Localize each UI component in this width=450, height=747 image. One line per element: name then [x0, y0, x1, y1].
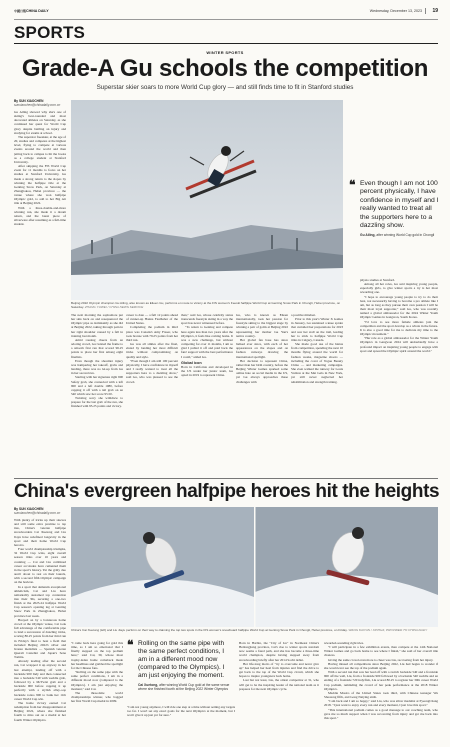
section-title: SPORTS [14, 23, 86, 42]
story-divider [14, 478, 438, 479]
story1-kicker: WINTER SPORTS [206, 50, 244, 55]
paragraph: With plenty of tricks up their sleeves and still some extra promise to tap into, China's veteran halfpipe snowboarders Cai Xuetong and Liu Jiayu have redefined longevity in the sport and their home World Cup heroics. [14, 518, 66, 547]
paragraph: Her life-long motto of "try to overcome and never give up" has helped her heal from injuries and find the drive to get back to the top of the World Cup circuit, which she hopes to inspire youngsters back home. [239, 661, 319, 679]
paragraph: "Rolling on the same pipe with the same perfect conditions, I am in a different mood now (compared to the Olympics). I am just enjoying the moment," said Cai. [71, 670, 123, 691]
story2-byline-email: sunxiaochen@chinadaily.com.cn [14, 511, 61, 515]
logo-text: CHINA DAILY [26, 9, 49, 13]
story2-photo [71, 507, 438, 627]
story1-pull-quote [349, 180, 439, 238]
paragraph: The home victory earned Cai redemption from her disappointment at Beijing 2022, where she finished fourth to miss out on a medal at her fourth Winter Olympics. [14, 700, 66, 722]
paragraph: "Her role as a global ambassador for the Winter Youth Olympics in Gangwon 2024 will undoubtedly have a profound impact on inspiring young people to engage with sport and spread the Olympic spirit around the world." [360, 336, 438, 353]
paragraph: Maddie Mastro of the United States took third, with Chinese teenager Wu Shaotong fifth, and Gong Naiying sixth. [324, 690, 438, 700]
header-date: Wednesday, December 13, 2023 [369, 9, 422, 13]
snowboarders-photo-illustration [71, 507, 438, 627]
skier-photo-illustration [71, 100, 343, 300]
story2-column-2 [71, 641, 123, 739]
quote-mark-icon: ❝ [349, 178, 356, 192]
paragraph: Gu, who is known as Eileen internationally, took her passion for freestyle skiing to the biggest stage by winning a pair of golds at Beijing 2022 representing her mother Gu Yan's native country. [236, 313, 288, 338]
paragraph: Even though the shoulder injury was hampering her takeoff, grabs and landing, there was no let-up from Gu in her second run. [71, 358, 123, 376]
story2-headline: China's evergreen halfpipe heroes hit the heights [14, 481, 440, 502]
story1-quote-attribution-role: after winning World Cup gold in Chongli [376, 233, 435, 238]
logo-cn: 中國日報 [14, 9, 27, 13]
story2-quote-attribution-role: after winning World Cup gold at the same venue where she finished fourth at the Beijing 2022 Winter Olympics [138, 683, 230, 692]
paragraph: Twisting sorry she withdrew to prepare for the last grab of the run, she finished with 95.25 points and victory. [71, 396, 123, 409]
paragraph: than," said Gu, whose celebrity status transcends freestyle skiing in a way the sport has never witnessed before. [181, 313, 233, 326]
story1-byline-email: sunxiaochen@chinadaily.com.cn [14, 103, 61, 107]
paragraph: Last but not least, Liu, the oldest competitor at 31, who will get to be the inspiring leader of the national team as it prepares for the next Olympic cycle. [239, 678, 319, 691]
paragraph: a positive mindset. [291, 313, 316, 317]
story1-column-4 [181, 313, 233, 473]
paragraph: Completing the podium in third place was Canada's Amy Fraser, who took bronze with 79.25 points from her third run. [126, 325, 178, 342]
paragraph: The superstar freeskier, at the age of 20, studies and competes at the highest level, flying to compete at various events around the world and then jetting back to campus to hit the books as a college student at Stanford University. [14, 134, 66, 164]
paragraph: Born in California and developed in the US under her junior team, Gu opted in 2019 to represent China. [181, 364, 233, 378]
section-rule [14, 43, 438, 44]
paragraph: Gu was all smiles after the final, elated by landing her most difficult tricks without compromising on quality and style. [126, 342, 178, 359]
story2-caption-text: China's Cai Xuetong (left) and Liu Jiayu perform on their way to claiming the top two spots in the FIS women's snowboard halfpipe World Cup at Genting Snow Park in Chongli, Hebei province, on Friday. [71, 628, 348, 632]
paragraph: Giving the same crowd even more to cheer was Liu, recovering from her injury. [328, 657, 434, 662]
story1-subhead: Superstar skier soars to more World Cup glory — and still finds time to fit in Stanford studies [96, 84, 354, 91]
paragraph: Gu Ailing showed why she's one of skiing's best-rounded and most decorated athletes on Saturday, as she continued her quest for World Cup glory despite battling an injury and studying for exams at school. [14, 110, 66, 135]
story1-quote-text: Even though I am not 100 percent physically, I have confidence in myself and I really wanted to treat all the supporters here to a dazzling show. [360, 180, 439, 230]
header-divider [425, 8, 426, 14]
story1-headline: Grade-A Gu schools the competition [21, 55, 429, 82]
paragraph: With a three-double-and-more winning run, she made it a dream return, and the latest piece of silverware after resuming as a full-time student. [14, 205, 66, 227]
paragraph: Amid rousing cheers from an adoring crowd, Gu twisted the frame to a smooth first run that scored 96.25 points to place her first among eight finalists. [71, 337, 123, 359]
paragraph: "I'd love to see more female athletes join the competition and the sport develop as a whole in the future. It is also a good time for me to dedicate my time to the Olympic movement." [360, 319, 438, 337]
story1-photo-caption [71, 302, 343, 310]
story1-quote-attribution-name: Gu Ailing, [360, 233, 376, 238]
paragraph: "I will participate in a few exhibition events, then compete at the 14th National Winter Games and go back home to see where I finish," she said of her overall title chances. [324, 645, 438, 658]
story2-quote-attribution-name: Cai Xuetong, [138, 683, 159, 687]
story1-caption-credit: ZHANG YUWEI / CHINA NEWS SERVICE [84, 304, 144, 309]
paragraph: Four world championship triumphs, 32 World Cup wins, eight overall season titles over 16 years and counting — Cai and Liu combined career accolades have cemented them in the sport's history. Yet the gritty duo aren't about to rest on their laurels, with a second fifth Olympic campaign on the horizon. [14, 547, 66, 585]
paragraph: "I am back and I am so happy," said Liu, who was silver medalist at PyeongChang 2018. "I just want to enjoy every run and every moment, I just love this sport." [324, 699, 438, 708]
paragraph: In a sport that demands exceptional athleticism, Cai and Liu have remarkably sustained top contention into their 30s, securing a one-two finish at the 2023-24 halfpipe World Cup season's opening leg at Genting Snow Park in Zhangjiakou, Hebei province last week. [14, 584, 66, 618]
paragraph: career to date — a full 12 points ahead of runner-up Hanna Faulhaber of the United States. [126, 313, 178, 326]
paragraph: Having missed all competitions since Beijing 2022, Liu had begun to wonder if she would ever see the top of the podium again. [324, 661, 438, 670]
story1-photo [71, 100, 343, 300]
story1-caption-text: Beijing 2022 Olympic champion Gu Ailing, also known as Eileen Gu, performs en route to victory at the FIS women's freeski halfpipe World Cup at Genting Snow Park in Chongli, Hebei province, on Saturday. [71, 301, 341, 309]
paragraph: Her global fan base has since bulked ever since, with each of her appearances on the slopes and on fashion runways drawing the international spotlight. [236, 337, 288, 359]
paragraph: "This international podium comes as a good message to our coaching team, who gave me so much support when I was recovering from injury and got me back into this sport." [324, 707, 438, 720]
paragraph: "I hope to encourage young people to try to do their best, not necessarily having to become a pro athlete like I am, but as long as they pursue their own passion I will be their most loyal supporter," said Gu, who was recently named a global ambassador for the 2024 Winter Youth Olympic Games in Gangwon, South Korea. [360, 294, 438, 320]
subheading-global-icon: Global icon [181, 360, 202, 365]
story2-column-5 [324, 641, 438, 739]
newspaper-logo [14, 9, 54, 17]
story2-caption-credit: WANG KAIYAN / XINHUA; PROVIDED TO CHINA DAILY [348, 628, 428, 632]
paragraph: Born in Harbin, the "City of Ice" in Northeast China's Heilongjiang province, Cai's rise to winter sports stardom now seems a fated path, and she has become a three-time world champion, despite having stepped away from snowboarding briefly after her 2014 Sochi debut. [239, 641, 319, 662]
paragraph: "I am not young anymore, I will ride one step at a time without setting any targets too far. I won't set any exact goals for the next Olympics at the moment, but I won't give it up just yet for sure." [127, 705, 235, 718]
paragraph: Prior to this year's Winter X Games in January, Gu sustained a knee sprain that curtailed her preparations for 2023 and saw her stall on the trail, leading her to stick to halfpipe World Cup titles in Calgary, Canada. [291, 317, 343, 342]
paragraph: rewarded-sounding right tries. [324, 641, 364, 645]
story1-column-1 [14, 99, 66, 349]
paragraph: Buoyed on by a boisterous home crowd at the Olympic venue, Cai took full advantage of the comfortable pipe to land a succession of dazzling tricks, scoring 86.25 points from her third run in Friday's final to beat a field that included Beijing 2022's silver and bronze medalists — Spanish veteran Queralt Castellet and Japan's Sena Tomita. [14, 617, 66, 660]
story1-column-6 [291, 313, 343, 473]
page-number: 19 [432, 8, 438, 14]
story2-column-4 [239, 641, 319, 739]
story1-column-2 [71, 313, 123, 473]
paragraph: After skipping the FIS World Cup event for 11 months to focus on her studies at Stanford University, Gu made a strong return to the slopes by winning the halfpipe title at the Genting Snow Park, on Saturday at Zhangjiakou, Hebei province — the venue where she won halfpipe Olympic gold, to add to her Big Air title at Beijing 2022. [14, 164, 66, 206]
paragraph: The three-time world championships winner, who bagged her first World Cup medal in 2009. [71, 690, 123, 704]
story1-byline: By SUN XIAOCHEN [14, 99, 44, 103]
story2-column-1 [14, 507, 66, 739]
paragraph: She made good use of the hiatus from competition, spending the next 10 months flying around the world for fashion weeks, magazine shoots — including the cover of Vogue Beauty China — and marketing campaigns. She even walked the runway for Louis Vuitton at the Met Gala in New York, yet still never neglected her rehabilitation and strength training. [291, 342, 343, 384]
story1-column-5 [236, 313, 288, 473]
paragraph: Among all her roles, Gu said inspiring young people, especially girls, to give winter sports a try is her most rewarding one. [360, 282, 438, 295]
paragraph: physio studies at Stanford. [360, 278, 395, 282]
paragraph: Already leading after the second run, Cai wrapped it up anyway in her last attempt, landing off with a backside 900 Indy and then connected into a backside 540 with weddle grab, followed by a McTwist grab and a backside 900 before capping it up perfectly with a stylish alley-oop backside rodeo 900 to bank her 11th career World Cup win. [14, 659, 66, 701]
story2-photo-caption [71, 629, 438, 633]
paragraph: Her decision to represent China, rather than her birth country, before the Beijing Winter Games sparked some online hate on social media in the US, yet Gu always approaches these challenges with [236, 358, 288, 384]
story2-pull-quote [127, 640, 235, 691]
story1-column-7 [360, 278, 438, 472]
paragraph: "Even though I am still 100 percent physically, I have confidence in myself and I really wanted to treat all the supporters here to a dazzling show," said Gu, who was pleased to see the crowd. [126, 358, 178, 384]
page-header [14, 7, 438, 20]
paragraph: The next morning the sophomore put her skis back on and resequenced the Olympic pipe as dominantly as she did at Beijing 2022, taking through pain in her right shoulder caused by a fall in training last month. [71, 313, 123, 338]
quote-mark-icon: ❝ [127, 638, 134, 652]
story2-quote-text: Rolling on the same pipe with the same perfect conditions, I am in a different mood now (compared to the Olympics). I am just enjoying the moment. [138, 640, 225, 679]
paragraph: With a second run that saw her lead off with a switch backside 540 and a frontside 900 off the wall, Liu, from a frontside 900 followed by a backside 540 weddle and an ending of a frontside 720 indy/fish, Liu scored 80.25 to register her 30th career World Cup podium, reminding the crowd of her peak performance at the 2018 Winter Olympics. [324, 670, 438, 691]
story2-column-3 [127, 705, 235, 739]
paragraph: Starting with her signature right 900 Safety grab, she connected with a left 900 and a left double 1080, before capping it off with a tail grab on an 540 which saw her score 95.50. [71, 375, 123, 396]
paragraph: "To return to Genting and compete here again less than two years after the Olympics, it feels like coming home. It was a new challenge, but without competing for over 11 months, I am so glad I pulled it off and paid back the fans' support with the best performance I could," added Gu. [181, 325, 233, 359]
paragraph: "I came back here going for gold this time, so I am so emotional that I finally stepped on the top podium here," said Cai, 30, whose most trophy-laden home comeback made her headlines and grabbed the spotlight for the Chinese fans. [71, 641, 123, 670]
story2-byline: By SUN XIAOCHEN [14, 507, 44, 511]
story1-column-3 [126, 313, 178, 473]
